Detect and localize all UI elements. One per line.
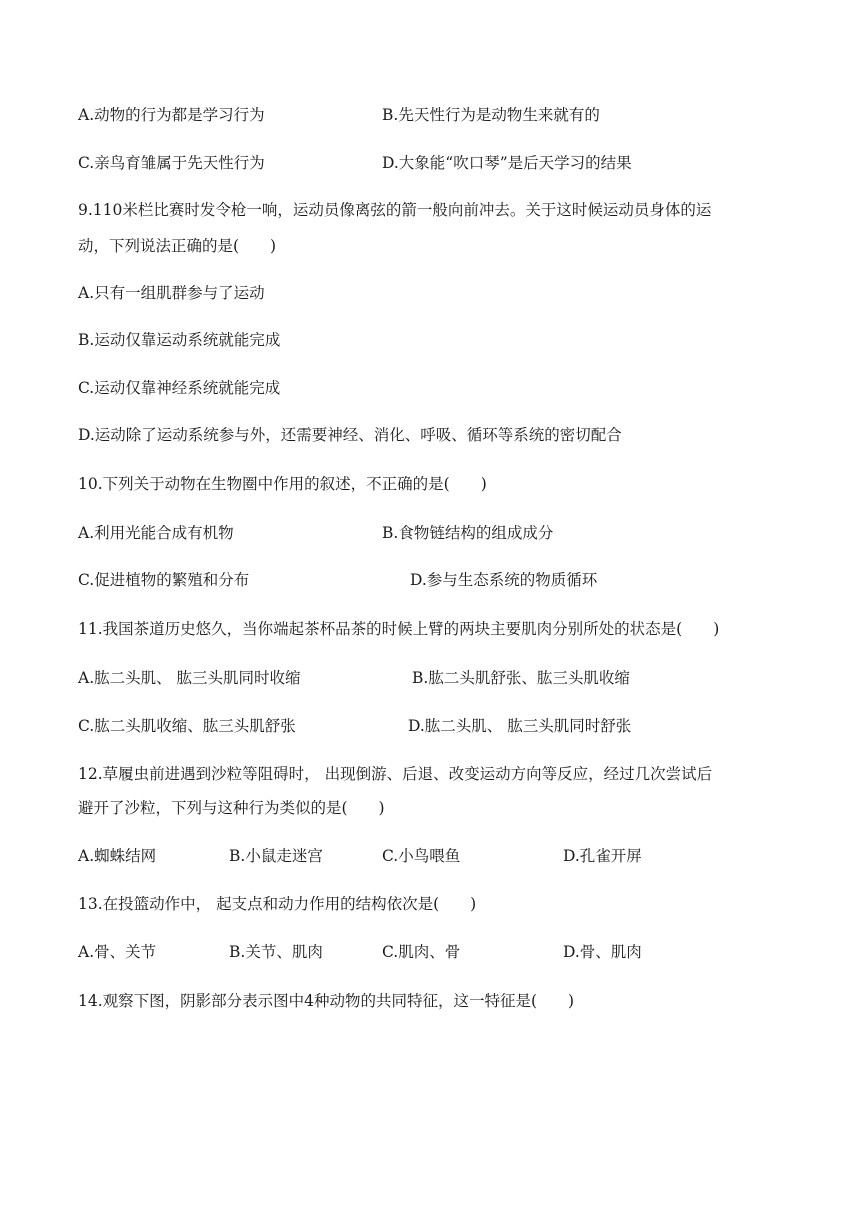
q12-option-d: D.孔雀开屏 (563, 847, 642, 865)
q13-option-b: B.关节、肌肉 (229, 943, 323, 961)
q12-stem-line2: 避开了沙粒，下列与这种行为类似的是( ) (78, 799, 385, 817)
q13-option-d: D.骨、肌肉 (563, 943, 642, 961)
q10-option-a: A.利用光能合成有机物 (78, 524, 234, 542)
q11-option-c: C.肱二头肌收缩、肱三头肌舒张 (78, 717, 296, 735)
q11-option-b: B.肱二头肌舒张、肱三头肌收缩 (412, 669, 630, 687)
q8-option-b: B.先天性行为是动物生来就有的 (382, 106, 600, 124)
q10-stem: 10.下列关于动物在生物圈中作用的叙述，不正确的是( ) (78, 475, 487, 493)
q10-option-b: B.食物链结构的组成成分 (382, 524, 554, 542)
q11-stem: 11.我国茶道历史悠久，当你端起茶杯品茶的时候上臂的两块主要肌肉分别所处的状态是( ) (78, 620, 720, 638)
q14-stem: 14.观察下图，阴影部分表示图中4种动物的共同特征，这一特征是( ) (78, 992, 575, 1010)
q9-option-a: A.只有一组肌群参与了运动 (78, 284, 265, 302)
q11-option-a: A.肱二头肌、 肱三头肌同时收缩 (78, 669, 301, 687)
q12-stem-line1: 12.草履虫前进遇到沙粒等阻碍时， 出现倒游、后退、改变运动方向等反应，经过几次尝试后 (78, 765, 713, 783)
q9-option-b: B.运动仅靠运动系统就能完成 (78, 331, 281, 349)
q9-option-d: D.运动除了运动系统参与外，还需要神经、消化、呼吸、循环等系统的密切配合 (78, 426, 622, 444)
q9-stem-line2: 动，下列说法正确的是( ) (78, 237, 277, 255)
q13-option-a: A.骨、关节 (78, 943, 157, 961)
q9-option-c: C.运动仅靠神经系统就能完成 (78, 379, 281, 397)
q12-option-b: B.小鼠走迷宫 (229, 847, 323, 865)
q9-stem-line1: 9.110米栏比赛时发令枪一响，运动员像离弦的箭一般向前冲去。关于这时候运动员身体的运 (78, 201, 712, 219)
q8-option-a: A.动物的行为都是学习行为 (78, 106, 265, 124)
q8-option-d: D.大象能“吹口琴”是后天学习的结果 (382, 154, 632, 172)
q12-option-a: A.蜘蛛结网 (78, 847, 157, 865)
q10-option-c: C.促进植物的繁殖和分布 (78, 571, 250, 589)
q11-option-d: D.肱二头肌、 肱三头肌同时舒张 (408, 717, 632, 735)
q13-option-c: C.肌肉、骨 (382, 943, 461, 961)
q8-option-c: C.亲鸟育雏属于先天性行为 (78, 154, 265, 172)
q13-stem: 13.在投篮动作中， 起支点和动力作用的结构依次是( ) (78, 895, 477, 913)
q12-option-c: C.小鸟喂鱼 (382, 847, 461, 865)
q10-option-d: D.参与生态系统的物质循环 (410, 571, 598, 589)
